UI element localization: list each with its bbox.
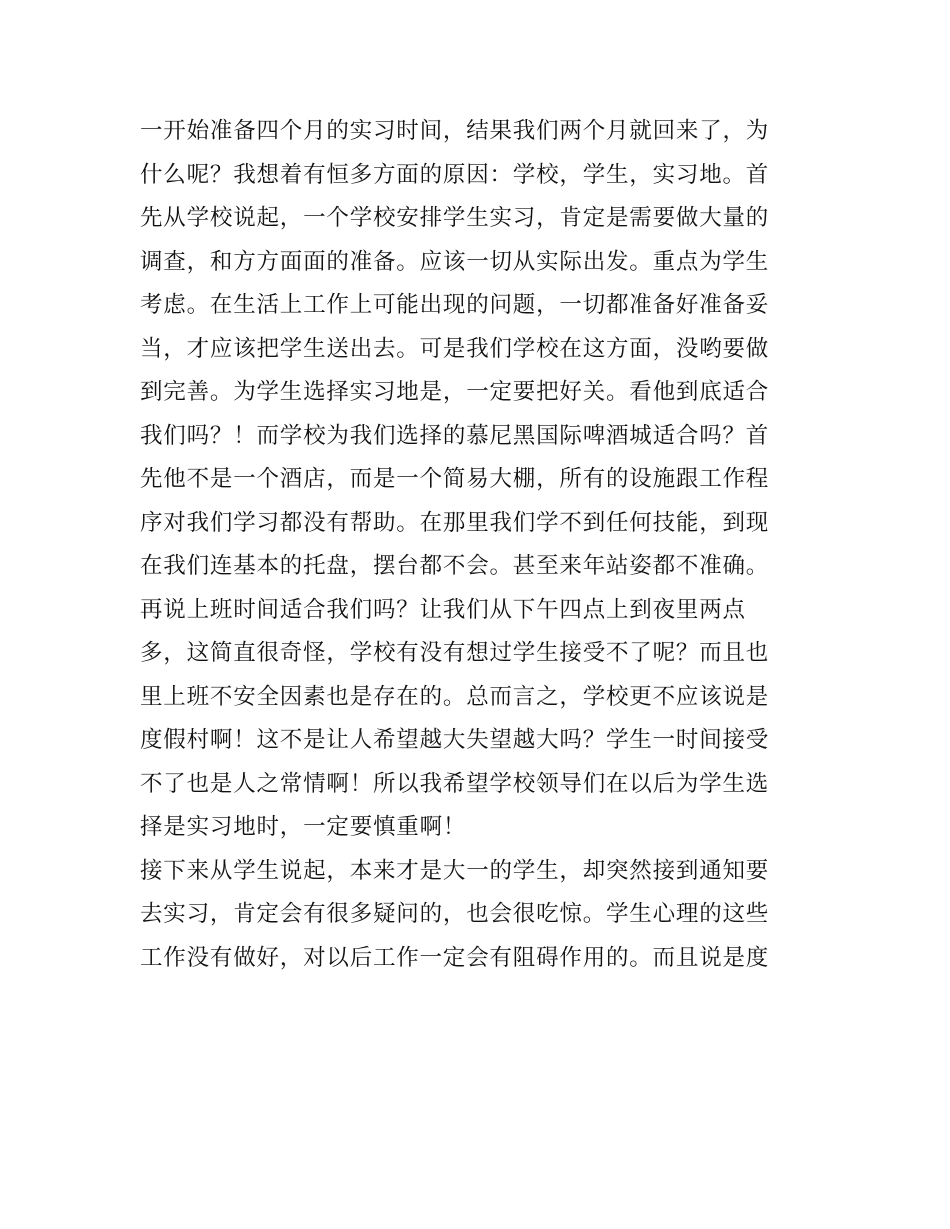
text-line: 不了也是人之常情啊！所以我希望学校领导们在以后为学生选 (140, 770, 770, 797)
text-line: 序对我们学习都没有帮助。在那里我们学不到任何技能，到现 (140, 509, 770, 536)
text-line: 当，才应该把学生送出去。可是我们学校在这方面，没哟要做 (140, 335, 770, 362)
text-line: 我们吗？！而学校为我们选择的慕尼黑国际啤酒城适合吗？首 (140, 422, 770, 449)
text-line: 什么呢？我想着有恒多方面的原因：学校，学生，实习地。首 (140, 161, 770, 188)
body-text (140, 110, 820, 980)
text-line: 择是实习地时，一定要慎重啊！ (140, 814, 467, 840)
text-line: 多，这简直很奇怪，学校有没有想过学生接受不了呢？而且也 (140, 640, 770, 666)
text-line: 里上班不安全因素也是存在的。总而言之，学校更不应该说是 (140, 683, 770, 710)
text-line: 度假村啊！这不是让人希望越大失望越大吗？学生一时间接受 (140, 727, 770, 753)
text-line: 先从学校说起，一个学校安排学生实习，肯定是需要做大量的 (140, 205, 770, 231)
text-line: 再说上班时间适合我们吗？让我们从下午四点上到夜里两点 (140, 596, 746, 623)
text-line: 去实习，肯定会有很多疑问的，也会很吃惊。学生心理的这些 (140, 901, 770, 927)
text-line: 考虑。在生活上工作上可能出现的问题，一切都准备好准备妥 (140, 292, 770, 318)
text-line: 先他不是一个酒店，而是一个简易大棚，所有的设施跟工作程 (140, 466, 770, 492)
text-line: 调查，和方方面面的准备。应该一切从实际出发。重点为学生 (140, 248, 770, 275)
text-line: 接下来从学生说起，本来才是大一的学生，却突然接到通知要 (140, 857, 770, 884)
text-line: 工作没有做好，对以后工作一定会有阻碍作用的。而且说是度 (140, 944, 770, 971)
text-line: 一开始准备四个月的实习时间，结果我们两个月就回来了，为 (140, 118, 770, 144)
text-line: 到完善。为学生选择实习地是，一定要把好关。看他到底适合 (140, 379, 770, 405)
text-line: 在我们连基本的托盘，摆台都不会。甚至来年站姿都不准确。 (140, 553, 770, 579)
